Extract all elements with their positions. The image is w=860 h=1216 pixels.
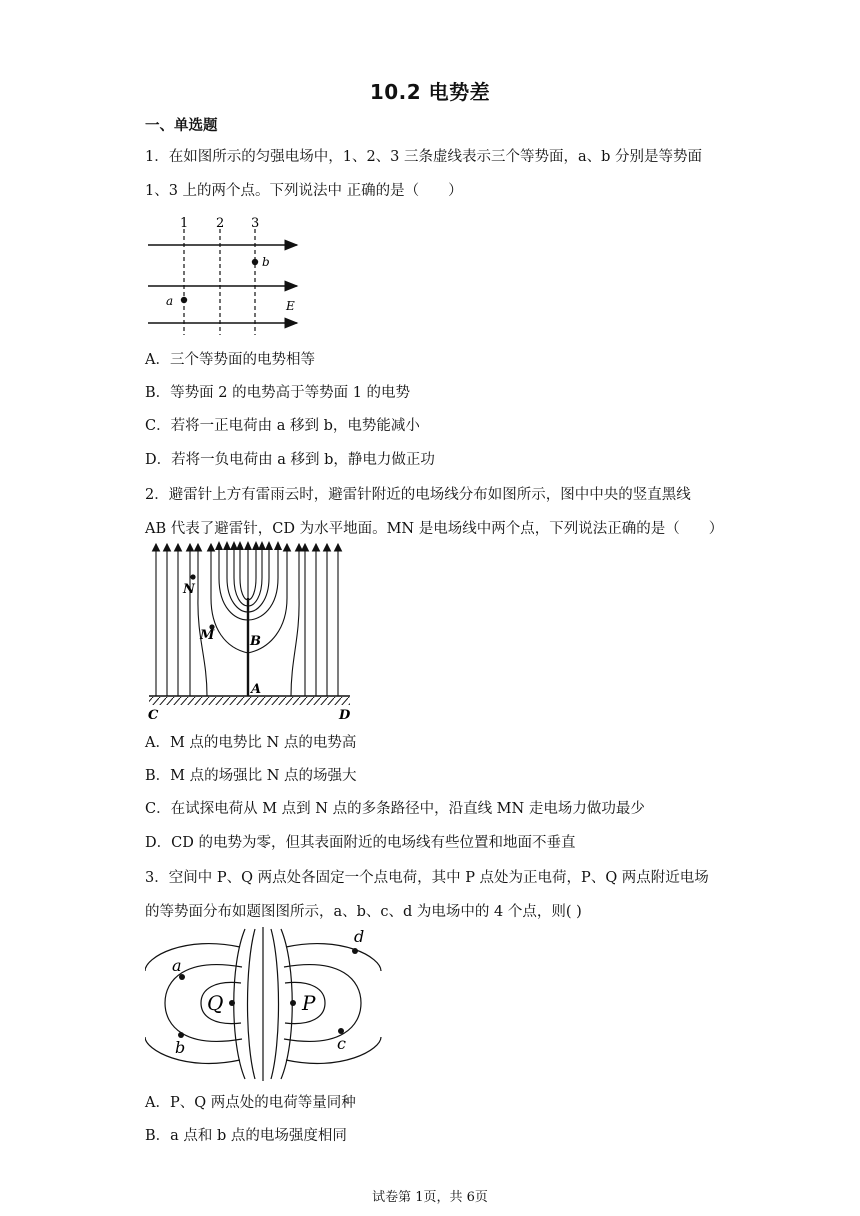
- equipotential-arc: [271, 929, 279, 1079]
- q3-stem-line2: 的等势面分布如题图图所示，a、b、c、d 为电场中的 4 个点，则( ): [145, 904, 582, 920]
- equipotential-arc: [248, 929, 256, 1079]
- q2-option-d: D．CD 的电势为零，但其表面附近的电场线有些位置和地面不垂直: [145, 835, 576, 851]
- point-b: [252, 259, 258, 265]
- q1-uniform-field-figure: [145, 213, 305, 338]
- q2-stem-line2: AB 代表了避雷针，CD 为水平地面。MN 是电场线中两个点，下列说法正确的是（ ）: [145, 521, 724, 537]
- field-line: [198, 544, 207, 696]
- q2-lightning-rod-figure: [145, 538, 360, 723]
- charge-P: [290, 1000, 296, 1006]
- label-c: c: [337, 1034, 346, 1053]
- label-B: B: [250, 634, 261, 649]
- point-N: [190, 574, 195, 579]
- q1-stem-line1: 1．在如图所示的匀强电场中，1、2、3 三条虚线表示三个等势面，a、b 分别是等势面: [145, 149, 703, 165]
- q3-equipotential-figure: [145, 925, 385, 1083]
- q2-stem-line1: 2．避雷针上方有雷雨云时，避雷针附近的电场线分布如图所示，图中中央的竖直黑线: [145, 487, 691, 503]
- label-N: N: [183, 582, 195, 597]
- q1-option-c: C．若将一正电荷由 a 移到 b，电势能减小: [145, 418, 420, 434]
- label-1: 1: [180, 216, 189, 231]
- q2-option-b: B．M 点的场强比 N 点的场强大: [145, 768, 357, 784]
- q3-stem-line1: 3．空间中 P、Q 两点处各固定一个点电荷，其中 P 点处为正电荷，P、Q 两点附近电场: [145, 870, 709, 886]
- q1-option-b: B．等势面 2 的电势高于等势面 1 的电势: [145, 385, 411, 401]
- equipotential-q-outer: [145, 944, 240, 1064]
- field-line: [291, 544, 299, 696]
- equipotential-arc: [234, 929, 245, 1079]
- ground-hatch: [149, 697, 350, 705]
- q2-option-c: C．在试探电荷从 M 点到 N 点的多条路径中，沿直线 MN 走电场力做功最少: [145, 801, 645, 817]
- q2-option-a: A．M 点的电势比 N 点的电势高: [145, 735, 357, 751]
- point-d: [352, 948, 358, 954]
- label-D: D: [339, 708, 351, 723]
- label-E: E: [286, 299, 295, 313]
- label-M: M: [200, 628, 215, 643]
- page-footer: 试卷第 1页，共 6页: [372, 1190, 488, 1205]
- q3-option-b: B．a 点和 b 点的电场强度相同: [145, 1128, 347, 1144]
- label-2: 2: [216, 216, 225, 231]
- charge-Q: [229, 1000, 235, 1006]
- point-a: [181, 297, 187, 303]
- q1-stem-line2: 1、3 上的两个点。下列说法中 正确的是（ ）: [145, 183, 463, 199]
- q1-option-a: A．三个等势面的电势相等: [145, 352, 315, 368]
- equipotential-p-outer: [286, 944, 381, 1064]
- field-line: [211, 544, 248, 653]
- section-heading: 一、单选题: [145, 117, 218, 134]
- label-3: 3: [251, 216, 260, 231]
- label-C: C: [148, 708, 159, 723]
- q1-option-d: D．若将一负电荷由 a 移到 b，静电力做正功: [145, 452, 435, 468]
- label-d: d: [354, 927, 365, 946]
- label-a: a: [166, 294, 174, 308]
- q3-option-a: A．P、Q 两点处的电荷等量同种: [145, 1095, 356, 1111]
- label-P: P: [302, 991, 316, 1015]
- label-b: b: [175, 1038, 186, 1057]
- label-b: b: [262, 255, 270, 269]
- label-a: a: [172, 956, 182, 975]
- page-title: 10.2 电势差: [369, 80, 491, 104]
- label-Q: Q: [207, 991, 224, 1015]
- label-A: A: [251, 682, 262, 697]
